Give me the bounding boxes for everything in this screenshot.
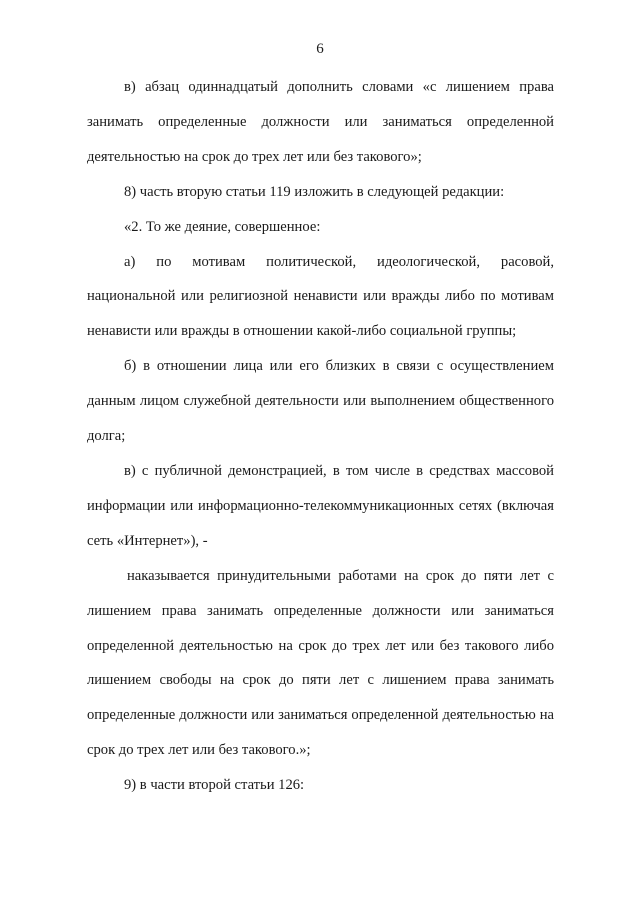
- paragraph-subitem-a: а) по мотивам политической, идеологической, расовой, национальной или религиозной ненависти или вражды либо по мотивам ненависти или вражды в отношении какой-либо социальной группы;: [87, 253, 554, 340]
- paragraph-item-9: 9) в части второй статьи 126:: [124, 777, 305, 794]
- paragraph-part-2-intro: «2. То же деяние, совершенное:: [124, 218, 321, 235]
- document-body: [87, 70, 554, 803]
- paragraph-subitem-b: б) в отношении лица или его близких в связи с осуществлением данным лицом служебной деятельности или выполнением общественного долга;: [87, 358, 554, 445]
- page-number: 6: [316, 41, 324, 57]
- paragraph-item-8: 8) часть вторую статьи 119 изложить в следующей редакции:: [124, 183, 505, 200]
- paragraph-punishment: наказывается принудительными работами на срок до пяти лет с лишением права занимать определенные должности или заниматься определенной деятельностью на срок до трех лет или без такового либо лишением свободы на срок до пяти лет с лишением права занимать определенные должности или заниматься определенной деятельностью на срок до трех лет или без такового.»;: [87, 567, 554, 759]
- paragraph-subitem-v: в) с публичной демонстрацией, в том числе в средствах массовой информации или информационно-телекоммуникационных сетях (включая сеть «Интернет»), -: [87, 462, 554, 549]
- paragraph-amendment-v: в) абзац одиннадцатый дополнить словами «с лишением права занимать определенные должности или заниматься определенной деятельностью на срок до трех лет или без такового»;: [87, 79, 554, 165]
